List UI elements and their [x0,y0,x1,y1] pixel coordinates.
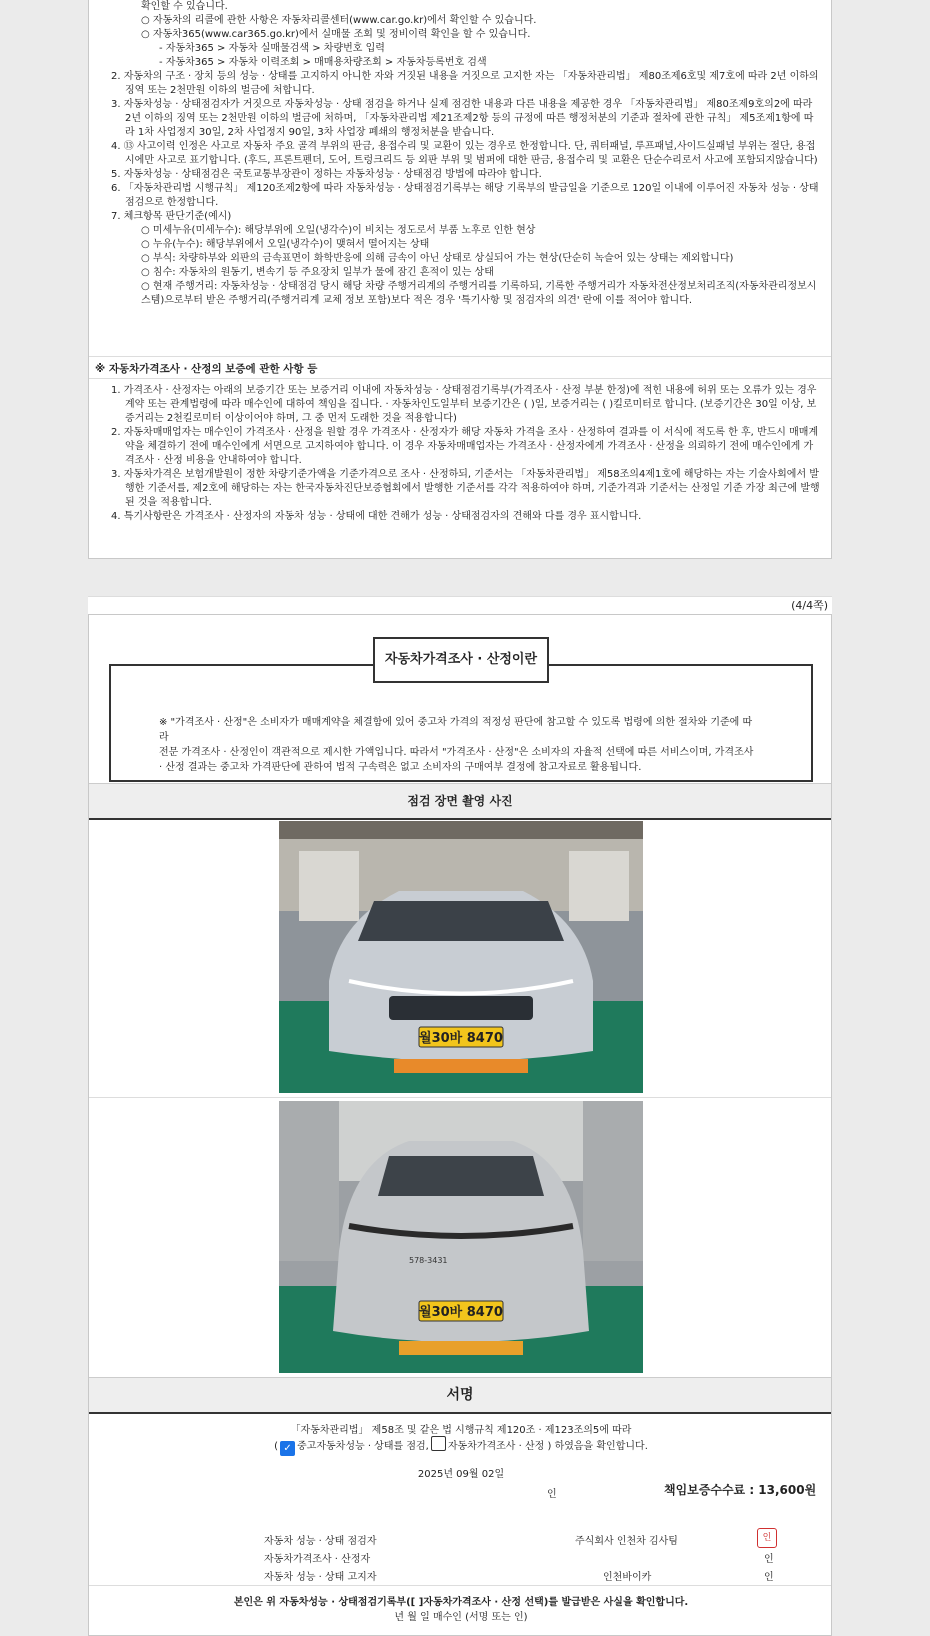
front-plate-text: 월30바 8470 [419,1031,503,1046]
notice-lines [101,0,821,308]
intro-line-1: ※ "가격조사 · 산정"은 소비자가 매매계약을 체결함에 있어 중고차 가격의 적정성 판단에 참고할 수 있도록 법령에 의한 절차와 기준에 따라 [159,717,753,743]
divider [89,1585,831,1586]
seal-mark: 인 [764,1554,774,1565]
criteria-item: ○ 침수: 자동차의 원동기, 변속기 등 주요장치 일부가 물에 잠긴 흔적이 있는 상태 [141,267,494,278]
text-line: - 자동차365 > 자동차 이력조회 > 매매용차량조회 > 자동차등록번호 검색 [159,57,487,68]
seal-mark: 인 [547,1489,557,1500]
price-check-label: 자동차가격조사 · 산정 ) 하였음을 확인합니다. [447,1441,648,1452]
photo-section-header: 점검 장면 촬영 사진 [89,783,831,820]
role-label: 자동차 성능 · 상태 점검자 [264,1536,377,1547]
divider [89,1097,831,1098]
law-reference: 「자동차관리법」 제58조 및 같은 법 시행규칙 제120조 · 제123조의5에 따라 [290,1425,632,1436]
list-item: 4. 특기사항란은 가격조사 · 산정자의 자동차 성능 · 상태에 대한 견해가 성능 · 상태점검자의 견해와 다를 경우 표시합니다. [111,511,642,522]
inspection-checkbox[interactable]: ✓ [280,1441,295,1456]
rear-plate-text: 월30바 8470 [419,1305,503,1320]
page-title: 자동차가격조사 · 산정이란 [373,637,549,683]
section-title: ※ 자동차가격조사 · 산정의 보증에 관한 사항 등 [95,363,318,375]
confirm-checks [89,1436,833,1456]
text-line: ○ 자동차의 리콜에 관한 사항은 자동차리콜센터(www.car.go.kr)에서 확인할 수 있습니다. [141,15,537,26]
criteria-item: ○ 미세누유(미세누수): 해당부위에 오일(냉각수)이 비치는 정도로서 부품 노후로 인한 현상 [141,225,536,236]
page-4 [88,614,832,1636]
divider [89,356,831,357]
guarantee-fee: 책임보증수수료 : 13,600원 [664,1483,817,1497]
seal-mark: 인 [764,1572,774,1583]
intro-text [159,715,759,775]
criteria-item: ○ 누유(누수): 해당부위에서 오일(냉각수)이 맺혀서 떨어지는 상태 [141,239,430,250]
page-3 [88,0,832,559]
list-item: 3. 자동차가격은 보험개발원이 정한 차량기준가액을 기준가격으로 조사 · 산정하되, 기준서는 「자동차관리법」 제58조의4제1호에 해당하는 자는 기술사회에서 발행한 기준서를, 제2호에 해당하는 자는 한국자동차진단보증협회에서 발행한 기준서를 각각 적용하여야 하며, 기준가격과 기준서는 산정일 기준 가장 최근에 발행된 것을 적용합니다. [111,469,820,508]
divider [89,378,831,379]
intro-line-2: 전문 가격조사 · 산정인이 객관적으로 제시한 가액입니다. 따라서 "가격조사 · 산정"은 소비자의 자율적 선택에 따른 서비스이며, 가격조사 · 산정 결과는 중고차 가격판단에 관하여 법적 구속력은 없고 소비자의 구매여부 결정에 참고자료로 활용됩니다. [159,747,754,773]
list-item: 1. 가격조사 · 산정자는 아래의 보증기간 또는 보증거리 이내에 자동차성능 · 상태점검기록부(가격조사 · 산정 부분 한정)에 적힌 내용에 허위 또는 오류가 있는 경우 계약 또는 관계법령에 따라 매수인에 대하여 책임을 집니다. · 자동차인도일부터 보증기간은 ( )일, 보증거리는 ( )킬로미터로 합니다. (보증기간은 30일 이상, 보증거리는 2천킬로미터 이상이어야 하며, 그 중 먼저 도래한 것을 적용합니다) [111,385,817,424]
buyer-signature-line: 년 월 일 매수인 (서명 또는 인) [394,1612,528,1623]
sign-date: 2025년 09월 02일 [417,1469,505,1480]
list-item: 2. 자동차매매업자는 매수인이 가격조사 · 산정을 원할 경우 가격조사 · 산정자가 해당 자동차 가격을 조사 · 산정하여 결과를 이 서식에 적도록 한 후, 반드시 매매계약을 체결하기 전에 매수인에게 서면으로 고지하여야 합니다. 이 경우 자동차매매업자는 가격조사 · 산정자에게 가격조사 · 산정을 의뢰하기 전에 매수인에게 가격조사 · 산정 비용을 안내하여야 합니다. [111,427,819,466]
list-item: 3. 자동차성능 · 상태점검자가 거짓으로 자동차성능 · 상태 점검을 하거나 실제 점검한 내용과 다른 내용을 제공한 경우 「자동차관리법」 제80조제9호의2에 따라 2년 이하의 징역 또는 2천만원 이하의 벌금에 처하며, 「자동차관리법 제21조제2항 등의 규정에 따른 행정처분의 기준과 절차에 관한 규칙」 제5조제1항에 따라 1차 사업정지 30일, 2차 사업정지 90일, 3차 사업장 폐쇄의 행정처분을 받습니다. [111,99,814,138]
rear-small-plate: 578-3431 [409,1256,448,1265]
list-item: 5. 자동차성능 · 상태점검은 국토교통부장관이 정하는 자동차성능 · 상태점검 방법에 따라야 합니다. [111,169,542,180]
signer-name: 주식회사 인천차 김사팀 [575,1536,678,1547]
buyer-confirmation: 본인은 위 자동차성능 · 상태점검기록부([ ]자동차가격조사 · 산정 선택)를 발급받은 사실을 확인합니다. [233,1597,689,1608]
list-item: 2. 자동차의 구조 · 장치 등의 성능 · 상태를 고지하지 아니한 자와 거짓된 내용을 거짓으로 고지한 자는 「자동차관리법」 제80조제6호및 제7호에 따라 2년 이하의 징역 또는 2천만원 이하의 벌금에 처합니다. [111,71,819,96]
text-line: 확인할 수 있습니다. [141,1,228,12]
text-line: ○ 자동차365(www.car365.go.kr)에서 실매물 조회 및 정비이력 확인을 할 수 있습니다. [141,29,531,40]
guarantee-list [101,384,821,524]
stamp-icon: 인 [757,1528,777,1548]
role-label: 자동차가격조사 · 산정자 [264,1554,371,1565]
list-item: 4. ⑬ 사고이력 인정은 사고로 자동차 주요 골격 부위의 판금, 용접수리 및 교환이 있는 경우로 한정합니다. 단, 쿼터패널, 루프패널,사이드실패널 부위는 절단, 용접 시에만 사고로 표기합니다. (후드, 프론트펜더, 도어, 트렁크리드 등 외판 부위 및 범퍼에 대한 판금, 용접수리 및 교환은 단순수리로서 사고에 포함되지않습니다) [111,141,818,166]
inspection-check-label: 중고자동차성능 · 상태를 점검, [297,1441,429,1452]
text-line: - 자동차365 > 자동차 실매물검색 > 차량번호 입력 [159,43,385,54]
price-check-checkbox[interactable] [431,1436,446,1451]
seal-stamp [757,1528,777,1548]
page-number: (4/4쪽) [88,596,832,614]
front-car-photo [279,821,643,1093]
list-item: 6. 「자동차관리법 시행규칙」 제120조제2항에 따라 자동차성능 · 상태점검기록부는 해당 기록부의 발급일을 기준으로 120일 이내에 이루어진 자동차 성능 · 상태점검으로 한정합니다. [111,183,819,208]
signer-name: 인천바이카 [603,1572,652,1583]
criteria-item: ○ 부식: 차량하부와 외판의 금속표면이 화학반응에 의해 금속이 아닌 상태로 상실되어 가는 현상(단순히 녹슬어 있는 상태는 제외합니다) [141,253,734,264]
signature-section-header: 서명 [89,1377,831,1414]
list-item: 7. 체크항목 판단기준(예시) [111,211,232,222]
paren: ( [274,1441,279,1452]
role-label: 자동차 성능 · 상태 고지자 [264,1572,377,1583]
criteria-item: ○ 현재 주행거리: 자동차성능 · 상태점검 당시 해당 차량 주행거리계의 주행거리를 기록하되, 기록한 주행거리가 자동차전산정보처리조직(자동차관리정보시스템)으로부터 받은 주행거리(주행거리계 교체 정보 포함)보다 적은 경우 '특기사항 및 점검자의 의견' 란에 이를 적어야 합니다. [141,281,817,306]
rear-car-photo [279,1101,643,1373]
